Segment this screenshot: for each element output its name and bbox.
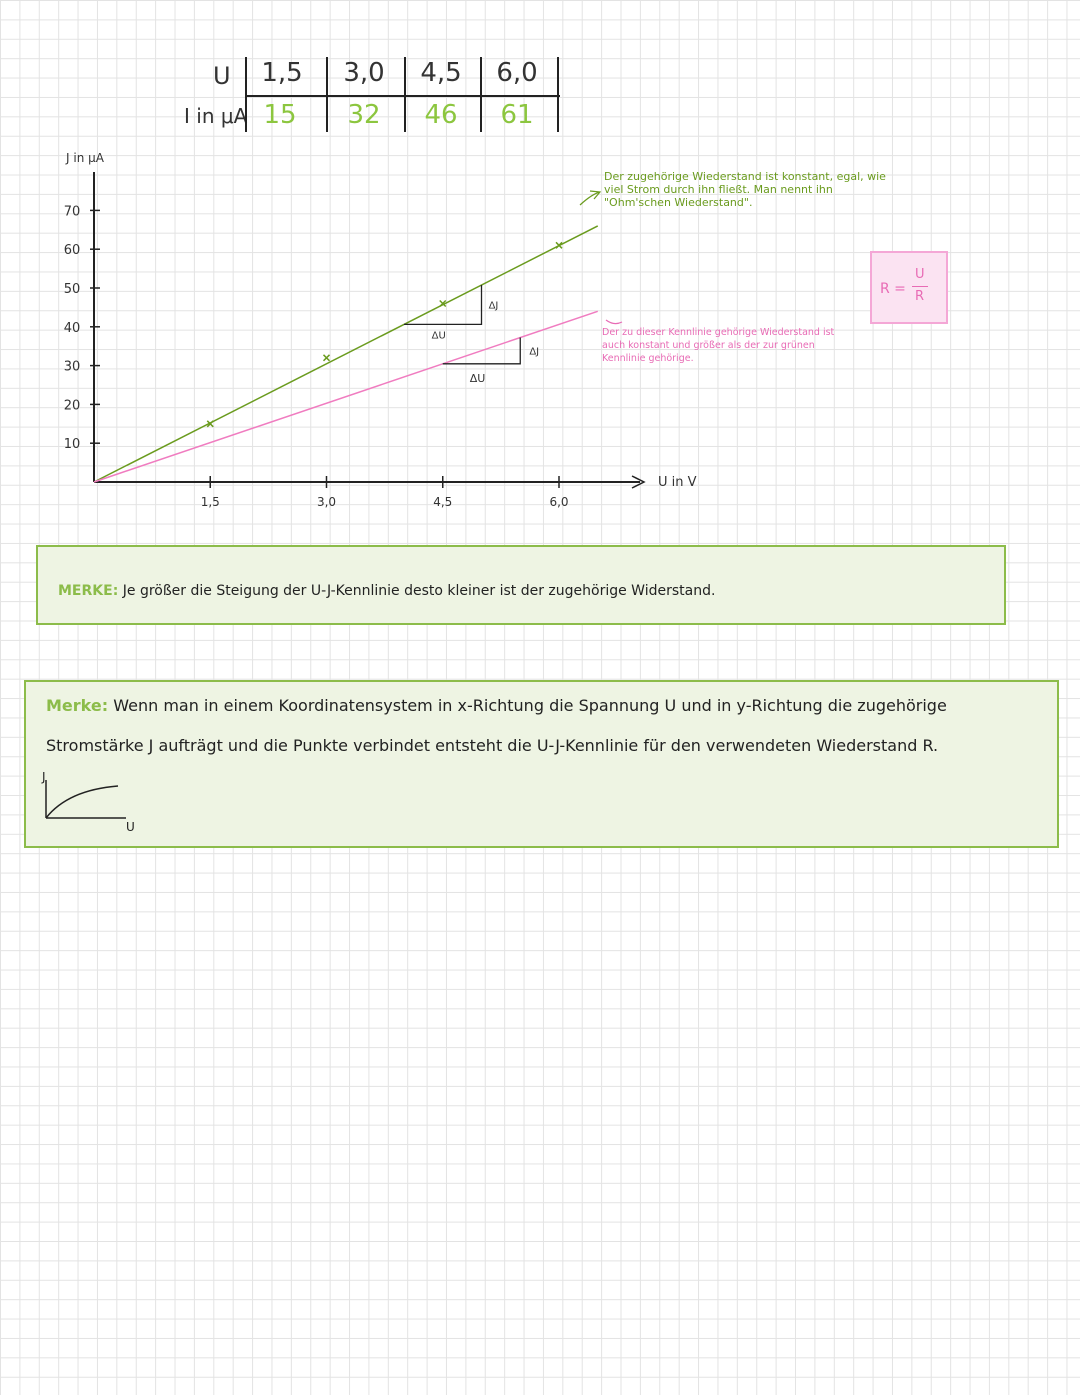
y-tick-label: 40 xyxy=(63,320,81,336)
table-u-cell: 4,5 xyxy=(420,58,462,88)
green-note-arrow-icon xyxy=(580,191,600,205)
y-tick-label: 10 xyxy=(63,437,81,453)
merke-1-key: MERKE: xyxy=(58,583,119,599)
merke-box-1 xyxy=(36,545,1006,625)
mini-kennlinie-sketch xyxy=(38,772,158,832)
table-i-cell: 46 xyxy=(424,100,458,130)
x-tick-label: 3,0 xyxy=(316,495,337,509)
y-tick-label: 50 xyxy=(63,282,81,297)
x-tick-label: 1,5 xyxy=(200,495,220,509)
y-tick-label: 60 xyxy=(63,243,81,259)
table-u-label: U xyxy=(213,62,231,90)
pink-note-arrow-icon xyxy=(606,320,622,324)
merke-2-line2: Stromstärke J aufträgt und die Punkte verbindet entsteht die U-J-Kennlinie für den verwendeten Wiederstand R. xyxy=(46,736,939,755)
x-tick-label: 6,0 xyxy=(549,495,569,509)
formula-denominator: R xyxy=(915,289,925,304)
formula-numerator: U xyxy=(915,267,925,282)
kennlinie-line xyxy=(94,311,598,482)
y-tick-label: 30 xyxy=(63,359,81,375)
formula-box xyxy=(870,251,948,324)
delta-j-label: ΔJ xyxy=(488,300,499,312)
table-i-label: I in μA xyxy=(184,104,248,128)
x-tick-label: 4,5 xyxy=(433,495,453,509)
table-u-cell: 3,0 xyxy=(343,58,385,88)
x-axis-label: U in V xyxy=(658,475,697,490)
table-u-cell: 1,5 xyxy=(261,58,303,88)
mini-sketch-y-label: J xyxy=(42,770,46,784)
formula-lhs: R = xyxy=(880,281,906,297)
data-point-marker xyxy=(324,355,330,361)
y-tick-label: 20 xyxy=(63,398,81,414)
formula-fraction-bar xyxy=(912,286,928,287)
mini-sketch-x-label: U xyxy=(126,820,135,834)
green-line-note: Der zugehörige Wiederstand ist konstant, egal, wie viel Strom durch ihn fließt. Man nennt ihn "Ohm'schen Wiederstand". xyxy=(604,170,886,209)
merke-box-2 xyxy=(24,680,1059,848)
delta-u-label: ΔU xyxy=(431,330,446,342)
table-i-cell: 61 xyxy=(500,100,534,130)
kennlinie-line xyxy=(94,226,598,482)
y-tick-label: 70 xyxy=(63,204,81,220)
merke-1-text: Je größer die Steigung der U-J-Kennlinie desto kleiner ist der zugehörige Widerstand. xyxy=(122,583,716,599)
table-i-cell: 32 xyxy=(347,100,381,130)
delta-j-label: ΔJ xyxy=(529,346,540,358)
table-i-cell: 15 xyxy=(263,100,297,130)
y-axis-label: J in μA xyxy=(66,151,104,165)
merke-2-line1: Wenn man in einem Koordinatensystem in x-Richtung die Spannung U und in y-Richtung die zugehörige xyxy=(113,696,947,715)
merke-2-key: Merke: xyxy=(46,696,109,715)
pink-line-note: Der zu dieser Kennlinie gehörige Wiederstand ist auch konstant und größer als der zur grünen Kennlinie gehörige. xyxy=(602,327,835,364)
table-u-cell: 6,0 xyxy=(496,58,538,88)
delta-u-label: ΔU xyxy=(469,371,486,385)
